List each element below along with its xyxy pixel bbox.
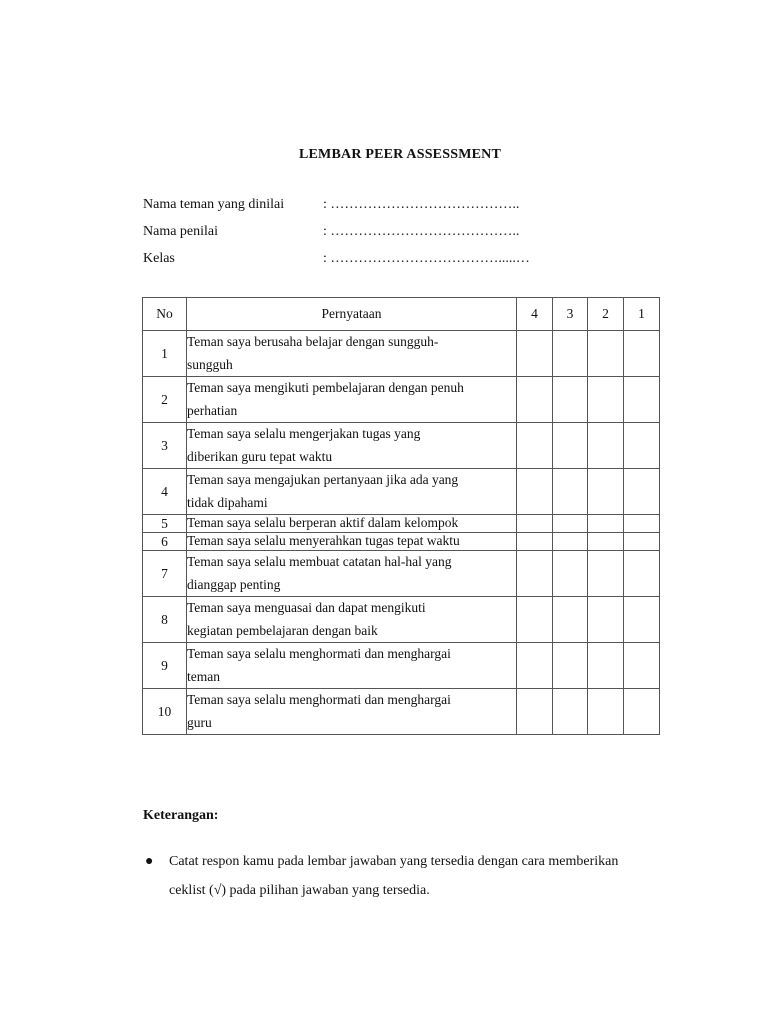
row-statement [187, 551, 517, 597]
statement-line: Teman saya mengikuti pembelajaran dengan penuh [187, 380, 464, 395]
score-checkbox-1[interactable] [624, 643, 660, 689]
table-row [143, 423, 660, 469]
statement-line: Teman saya selalu mengerjakan tugas yang [187, 426, 421, 441]
statement-line: Teman saya selalu menghormati dan menghargai [187, 692, 451, 707]
score-checkbox-3[interactable] [553, 533, 588, 551]
score-checkbox-1[interactable] [624, 689, 660, 735]
row-number: 1 [143, 331, 187, 377]
row-statement [187, 689, 517, 735]
row-number: 4 [143, 469, 187, 515]
score-checkbox-4[interactable] [517, 469, 553, 515]
table-row [143, 331, 660, 377]
row-number: 10 [143, 689, 187, 735]
table-row [143, 551, 660, 597]
score-checkbox-4[interactable] [517, 423, 553, 469]
score-checkbox-4[interactable] [517, 597, 553, 643]
table-row [143, 377, 660, 423]
score-checkbox-2[interactable] [588, 469, 624, 515]
score-checkbox-2[interactable] [588, 597, 624, 643]
row-number: 2 [143, 377, 187, 423]
score-checkbox-1[interactable] [624, 597, 660, 643]
table-header-row [143, 298, 660, 331]
row-statement [187, 377, 517, 423]
bullet-icon: ● [145, 854, 154, 869]
score-checkbox-2[interactable] [588, 377, 624, 423]
score-checkbox-3[interactable] [553, 689, 588, 735]
bullet-line: Catat respon kamu pada lembar jawaban yang tersedia dengan cara memberikan [169, 854, 619, 869]
score-checkbox-3[interactable] [553, 469, 588, 515]
header-no: No [143, 298, 187, 331]
score-checkbox-3[interactable] [553, 551, 588, 597]
row-number: 5 [143, 515, 187, 533]
row-statement [187, 597, 517, 643]
statement-line: Teman saya menguasai dan dapat mengikuti [187, 600, 426, 615]
score-checkbox-2[interactable] [588, 689, 624, 735]
statement-line: sungguh [187, 356, 233, 372]
assessment-table [142, 297, 660, 735]
score-checkbox-4[interactable] [517, 515, 553, 533]
score-checkbox-3[interactable] [553, 515, 588, 533]
header-score-3: 3 [553, 298, 588, 331]
table-row [143, 533, 660, 551]
score-checkbox-3[interactable] [553, 331, 588, 377]
score-checkbox-1[interactable] [624, 377, 660, 423]
score-checkbox-2[interactable] [588, 423, 624, 469]
table-row [143, 515, 660, 533]
statement-line: kegiatan pembelajaran dengan baik [187, 622, 378, 638]
row-statement [187, 469, 517, 515]
statement-line: Teman saya berusaha belajar dengan sungguh- [187, 334, 439, 349]
score-checkbox-1[interactable] [624, 331, 660, 377]
score-checkbox-3[interactable] [553, 643, 588, 689]
statement-line: Teman saya selalu berperan aktif dalam kelompok [187, 515, 459, 530]
score-checkbox-2[interactable] [588, 643, 624, 689]
table-row [143, 597, 660, 643]
statement-line: tidak dipahami [187, 494, 268, 510]
bullet-line: ceklist (√) pada pilihan jawaban yang tersedia. [169, 883, 430, 898]
row-statement [187, 533, 517, 551]
row-number: 3 [143, 423, 187, 469]
score-checkbox-2[interactable] [588, 533, 624, 551]
score-checkbox-2[interactable] [588, 515, 624, 533]
header-score-4: 4 [517, 298, 553, 331]
score-checkbox-1[interactable] [624, 423, 660, 469]
score-checkbox-1[interactable] [624, 551, 660, 597]
row-number: 7 [143, 551, 187, 597]
page-title: LEMBAR PEER ASSESSMENT [298, 147, 501, 162]
row-number: 6 [143, 533, 187, 551]
info-label: Nama teman yang dinilai [143, 197, 285, 212]
statement-line: Teman saya mengajukan pertanyaan jika ada yang [187, 472, 459, 487]
row-statement [187, 515, 517, 533]
statement-line: Teman saya selalu membuat catatan hal-hal yang [187, 554, 452, 569]
info-label: Nama penilai [143, 224, 219, 239]
score-checkbox-2[interactable] [588, 331, 624, 377]
statement-line: dianggap penting [187, 576, 281, 592]
info-value: : ………………………………….. [323, 224, 520, 239]
table-row [143, 689, 660, 735]
score-checkbox-3[interactable] [553, 423, 588, 469]
score-checkbox-1[interactable] [624, 469, 660, 515]
header-score-1: 1 [624, 298, 660, 331]
score-checkbox-3[interactable] [553, 377, 588, 423]
statement-line: teman [187, 668, 220, 684]
row-number: 9 [143, 643, 187, 689]
info-label: Kelas [143, 251, 175, 266]
statement-line: Teman saya selalu menyerahkan tugas tepat waktu [187, 533, 460, 548]
row-statement [187, 331, 517, 377]
header-score-2: 2 [588, 298, 624, 331]
score-checkbox-1[interactable] [624, 533, 660, 551]
info-value: : ………………………………….. [323, 197, 520, 212]
score-checkbox-4[interactable] [517, 551, 553, 597]
info-value: : ……………………………….....… [323, 251, 530, 266]
statement-line: guru [187, 714, 212, 730]
keterangan-heading: Keterangan: [143, 808, 219, 823]
statement-line: Teman saya selalu menghormati dan menghargai [187, 646, 451, 661]
bullet-text [169, 847, 669, 905]
score-checkbox-4[interactable] [517, 377, 553, 423]
row-statement [187, 423, 517, 469]
statement-line: diberikan guru tepat waktu [187, 448, 333, 464]
statement-line: perhatian [187, 402, 238, 418]
row-number: 8 [143, 597, 187, 643]
score-checkbox-2[interactable] [588, 551, 624, 597]
header-pernyataan: Pernyataan [187, 298, 517, 331]
table-row [143, 469, 660, 515]
score-checkbox-4[interactable] [517, 689, 553, 735]
score-checkbox-1[interactable] [624, 515, 660, 533]
score-checkbox-4[interactable] [517, 643, 553, 689]
score-checkbox-3[interactable] [553, 597, 588, 643]
score-checkbox-4[interactable] [517, 533, 553, 551]
score-checkbox-4[interactable] [517, 331, 553, 377]
table-row [143, 643, 660, 689]
row-statement [187, 643, 517, 689]
